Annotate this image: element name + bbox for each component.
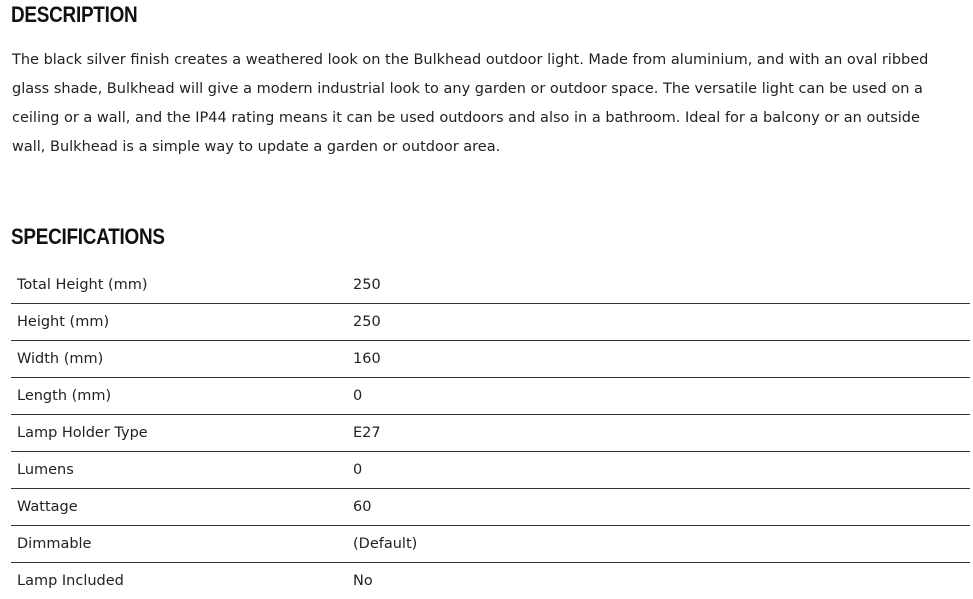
table-row [11, 378, 970, 415]
spec-label: Width (mm) [11, 341, 347, 378]
spec-value: No [347, 563, 970, 599]
description-text: The black silver finish creates a weathered look on the Bulkhead outdoor light. Made from aluminium, and with an oval ribbed glass shade, Bulkhead will give a modern industrial look to any garden or outdoor space. The versatile light can be used on a ceiling or a wall, and the IP44 rating means it can be used outdoors and also in a bathroom. Ideal for a balcony or an outside wall, Bulkhead is a simple way to update a garden or outdoor area. [12, 46, 957, 162]
spec-label: Lamp Included [11, 563, 347, 599]
table-row [11, 452, 970, 489]
spec-label: Length (mm) [11, 378, 347, 415]
spec-value: 250 [347, 304, 970, 341]
spec-value: (Default) [347, 526, 970, 563]
table-row [11, 267, 970, 304]
spec-value: 0 [347, 452, 970, 489]
spec-label: Total Height (mm) [11, 267, 347, 304]
spec-value: 60 [347, 489, 970, 526]
spec-value: E27 [347, 415, 970, 452]
specifications-table [11, 267, 970, 599]
spec-value: 160 [347, 341, 970, 378]
table-row [11, 563, 970, 599]
spec-label: Height (mm) [11, 304, 347, 341]
spec-label: Lamp Holder Type [11, 415, 347, 452]
spec-label: Lumens [11, 452, 347, 489]
spec-value: 250 [347, 267, 970, 304]
table-row [11, 526, 970, 563]
specifications-heading: SPECIFICATIONS [11, 224, 165, 250]
spec-label: Dimmable [11, 526, 347, 563]
table-row [11, 489, 970, 526]
table-row [11, 415, 970, 452]
table-row [11, 304, 970, 341]
spec-value: 0 [347, 378, 970, 415]
description-heading: DESCRIPTION [11, 2, 137, 28]
table-row [11, 341, 970, 378]
spec-label: Wattage [11, 489, 347, 526]
